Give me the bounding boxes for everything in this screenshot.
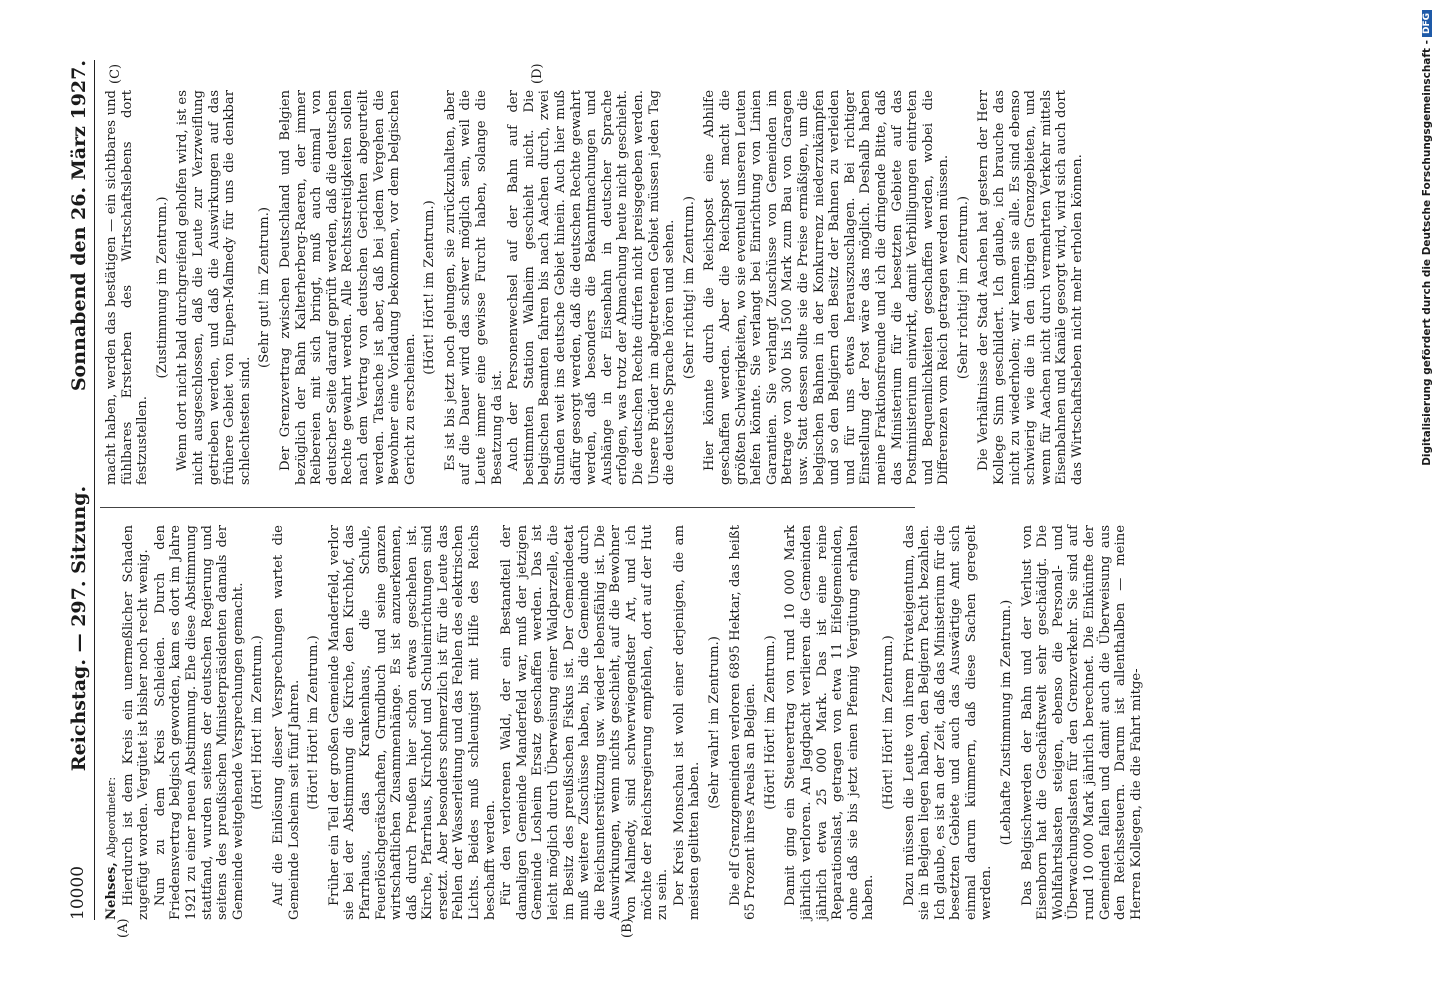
paragraph: Das Belgischwerden der Bahn und der Verlust von Eisenborn hat die Geschäftswelt sehr geschädigt. Die Wohlfahrtslasten steigen, ebenso die Personal- und Überwachungslasten für den Grenzverkehr. Sie sind auf rund 10 000 Mark jährlich berechnet. Die Einkünfte der Gemeinden fallen und damit auch die Überweisung aus den Reichssteuern. Darum ist allenthalben — meine Herren Kollegen, die die Fahrt mitge- xyxy=(1019,525,1144,920)
speaker-line xyxy=(104,525,120,920)
interjection: (Sehr richtig! im Zentrum.) xyxy=(681,195,697,380)
paragraph: Damit ging ein Steuerertrag von rund 10 000 Mark jährlich verloren. An Jagdpacht verlieren die Gemeinden jährlich etwa 25 000 Mark. Das ist eine reine Reparationslast, getragen von etwa 11 Eifelgemeinden, ohne daß sie bis jetzt einen Pfennig Vergütung erhalten haben. xyxy=(783,525,877,920)
paragraph: Dazu müssen die Leute von ihrem Privateigentum, das sie in Belgien liegen haben, den Belgiern Pacht bezahlen. Ich glaube, es ist an der Zeit, daß das Ministerium für die besetzten Gebiete und auch das Auswärtige Amt sich einmal darum kümmern, daß diese Sachen geregelt werden. xyxy=(901,525,995,920)
left-column xyxy=(104,525,1144,920)
interjection: (Hört! Hört! im Zentrum.) xyxy=(762,635,778,810)
page-inner xyxy=(60,60,1420,940)
page-header xyxy=(68,60,92,920)
dfg-logo: DFG xyxy=(1422,10,1432,37)
marker-c: (C) xyxy=(108,63,123,84)
paragraph: Es ist bis jetzt noch gelungen, sie zurückzuhalten, aber auf die Dauer wird das schwer möglich sein, weil die Leute immer eine gewisse Furcht haben, solange die Besatzung da ist. xyxy=(442,90,505,485)
digitization-credit xyxy=(1420,10,1434,990)
paragraph: Der Kreis Monschau ist wohl einer derjenigen, die am meisten gelitten haben. xyxy=(671,525,703,920)
marker-a: (A) xyxy=(116,918,131,938)
interjection: (Hört! Hört! im Zentrum.) xyxy=(422,200,438,375)
paragraph: macht haben, werden das bestätigen — ein sichtbares und fühlbares Ersterben des Wirtschaftslebens dort festzustellen. xyxy=(104,90,151,485)
speaker-name: Nehses, xyxy=(104,862,119,920)
paragraph: Hierdurch ist dem Kreis ein unermeßlicher Schaden zugefügt worden. Vergütet ist bisher noch recht wenig. xyxy=(120,525,152,920)
header-rule xyxy=(94,60,95,920)
paragraph: Der Grenzvertrag zwischen Deutschland und Belgien bezüglich der Bahn Kalterherberg-Raeren, der immer Reibereien mit sich bringt, muß auch einmal von deutscher Seite darauf geprüft werden, daß die deutschen Rechte gewahrt werden. Alle Rechtsstreitigkeiten sollen nach dem Vertrag von deutschen Gerichten abgeurteilt werden. Tatsache ist aber, daß bei jedem Vergehen die Bewohner eine Vorladung bekommen, vor dem belgischen Gericht zu erscheinen. xyxy=(277,90,418,485)
right-column xyxy=(104,90,1086,485)
paragraph: Hier könnte durch die Reichspost eine Abhilfe geschaffen werden. Aber die Reichspost macht die größten Schwierigkeiten, wo sie eventuell unseren Leuten helfen könnte. Sie verlangt bei Einrichtung von Linien Garantien. Sie verlangt Zuschüsse von Gemeinden im Betrage von 300 bis 1500 Mark zum Bau von Garagen usw. Statt dessen sollte sie die Preise ermäßigen, um die belgischen Bahnen in der Konkurrenz niederzukämpfen und so den Belgiern den Besitz der Bahnen zu verleiden und für uns etwas herauszuschlagen. Bei richtiger Einstellung der Post wäre das möglich. Deshalb haben meine Fraktionsfreunde und ich die dringende Bitte, daß das Ministerium für die besetzten Gebiete auf das Postministerium einwirkt, damit Verbilligungen eintreten und Bequemlichkeiten geschaffen werden, wobei die Differenzen vom Reich getragen werden müssen. xyxy=(702,90,952,485)
interjection: (Sehr gut! im Zentrum.) xyxy=(257,207,273,369)
marker-d: (D) xyxy=(530,63,545,84)
interjection: (Hört! Hört! im Zentrum.) xyxy=(250,635,266,810)
header-title: Reichstag. — 297. Sitzung. xyxy=(68,485,90,772)
interjection: (Hört! Hört! im Zentrum.) xyxy=(306,635,322,810)
paragraph: Die elf Grenzgemeinden verloren 6895 Hektar, das heißt 65 Prozent ihres Areals an Belgien. xyxy=(727,525,759,920)
rotated-page xyxy=(60,40,1420,940)
header-date: Sonnabend den 26. März 1927. xyxy=(68,60,90,392)
paragraph: Früher ein Teil der großen Gemeinde Manderfeld, verlor sie bei der Abstimmung die Kirche, den Kirchhof, das Pfarrhaus, das Krankenhaus, die Schule, Feuerlöschgerätschaften, Grundbuch und seine ganzen wirtschaftlichen Zusammenhänge. Es ist anzuerkennen, daß durch Preußen hier schon etwas geschehen ist. Kirche, Pfarrhaus, Kirchhof und Schuleinrichtungen sind ersetzt. Aber besonders schmerzlich ist für die Leute das Fehlen der Wasserleitung und das Fehlen des elektrischen Lichts. Beides muß schleunigst mit Hilfe des Reichs beschafft werden. xyxy=(326,525,498,920)
column-divider xyxy=(100,507,915,508)
paragraph: Für den verlorenen Wald, der ein Bestandteil der damaligen Gemeinde Manderfeld war, muß der jetzigen Gemeinde Losheim Ersatz geschaffen werden. Das ist leicht möglich durch Überweisung einer Waldparzelle, die im Besitz des preußischen Fiskus ist. Der Gemeindeetat muß weitere Zuschüsse haben, bis die Gemeinde durch die Reichsunterstützung usw. wieder lebensfähig ist. Die Auswirkungen, wenn nichts geschieht, auf die Bewohner von Malmedy, sind schwerwiegendster Art, und ich möchte der Reichsregierung empfehlen, dort auf der Hut zu sein. xyxy=(499,525,671,920)
page-number: 10000 xyxy=(68,865,88,920)
paragraph: Die Verhältnisse der Stadt Aachen hat gestern der Herr Kollege Sinn geschildert. Ich glaube, ich brauche das nicht zu wiederholen; wir kennen sie alle. Es sind ebenso schwierig wie die in den übrigen Grenzgebieten, und wenn für Aachen nicht durch vermehrten Verkehr mittels Eisenbahnen und Kanäle gesorgt wird, wird sich auch dort das Wirtschaftsleben nicht mehr erholen können. xyxy=(976,90,1086,485)
interjection: (Sehr richtig! im Zentrum.) xyxy=(955,195,971,380)
interjection: (Lebhafte Zustimmung im Zentrum.) xyxy=(999,599,1015,846)
interjection: (Zustimmung im Zentrum.) xyxy=(154,196,170,379)
speaker-role: Abgeordneter: xyxy=(105,776,118,858)
paragraph: Auch der Personenwechsel auf der Bahn auf der bestimmten Station Walheim geschieht nicht. Die belgischen Beamten fahren bis nach Aachen durch, zwei Stunden weit ins deutsche Gebiet hinein. Auch hier muß dafür gesorgt werden, daß die deutschen Rechte gewahrt werden, daß besonders die Bekanntmachungen und Aushänge in der Eisenbahn in deutscher Sprache erfolgen, was trotz der Abmachung heute nicht geschieht. Die deutschen Rechte dürfen nicht preisgegeben werden. Unsere Brüder im abgetretenen Gebiet müssen jeden Tag die deutsche Sprache hören und sehen. xyxy=(506,90,678,485)
interjection: (Hört! Hört! im Zentrum.) xyxy=(880,635,896,810)
marker-b: (B) xyxy=(620,918,635,938)
paragraph: Nun zu dem Kreis Schleiden. Durch den Friedensvertrag belgisch geworden, kam es dort im Jahre 1921 zu einer neuen Abstimmung. Ehe diese Abstimmung stattfand, wurden seitens der deutschen Regierung und seitens des preußischen Ministerpräsidenten damals der Gemeinde weitgehende Versprechungen gemacht. xyxy=(152,525,246,920)
paragraph: Auf die Einlösung dieser Versprechungen wartet die Gemeinde Losheim seit fünf Jahren. xyxy=(270,525,302,920)
digitization-text: Digitalisierung gefördert durch die Deutsche Forschungsgemeinschaft - xyxy=(1421,40,1433,466)
interjection: (Sehr wahr! im Zentrum.) xyxy=(706,636,722,809)
paragraph: Wenn dort nicht bald durchgreifend geholfen wird, ist es nicht ausgeschlossen, daß die Leute zur Verzweiflung getrieben werden, und daß die Auswirkungen auf das frühere Gebiet von Eupen-Malmedy für uns die denkbar schlechtesten sind. xyxy=(175,90,253,485)
digitization-credit-text xyxy=(1420,10,1434,990)
